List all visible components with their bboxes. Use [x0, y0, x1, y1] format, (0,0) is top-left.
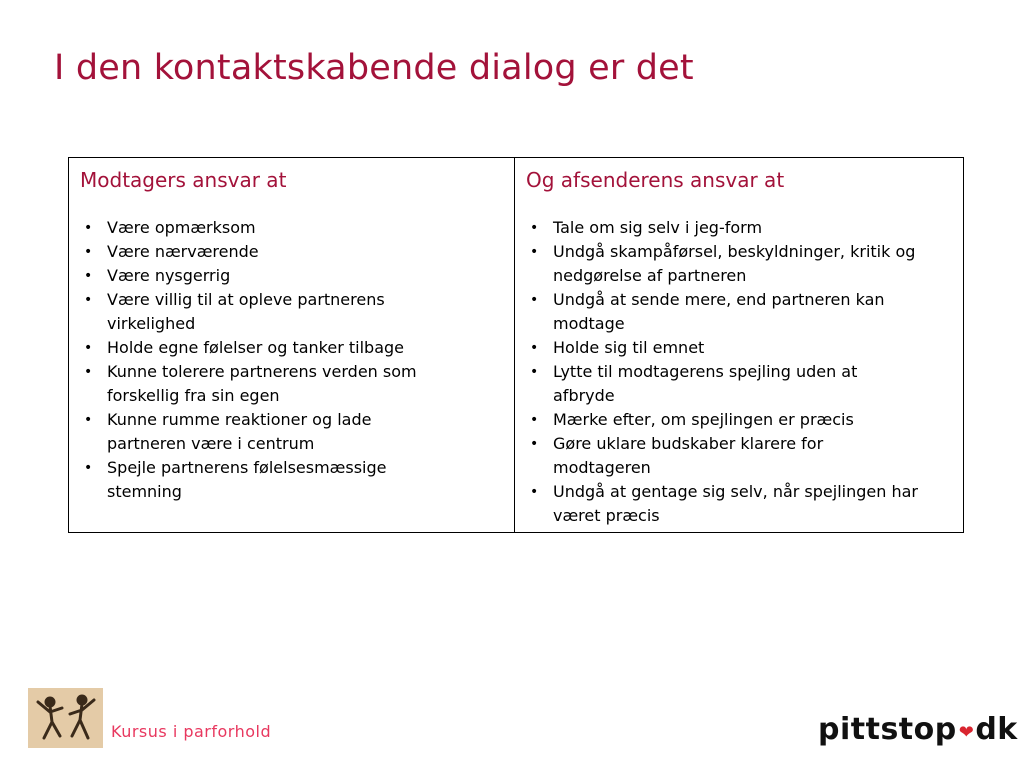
list-item: • Tale om sig selv i jeg-form: [526, 216, 953, 240]
list-item: • Spejle partnerens følelsesmæssige stemning: [80, 456, 447, 504]
responsibility-table: [68, 157, 964, 533]
list-item: • Være nærværende: [80, 240, 504, 264]
list-item: • Lytte til modtagerens spejling uden at afbryde: [526, 360, 913, 408]
pittstop-logo: [818, 712, 1018, 747]
sender-list: [526, 216, 953, 528]
sender-column: [514, 158, 963, 532]
list-item: • Undgå at gentage sig selv, når spejlingen har været præcis: [526, 480, 943, 528]
list-item: • Kunne tolerere partnerens verden som forskellig fra sin egen: [80, 360, 467, 408]
list-item: • Mærke efter, om spejlingen er præcis: [526, 408, 953, 432]
list-item: • Være nysgerrig: [80, 264, 504, 288]
list-item: • Gøre uklare budskaber klarere for modtageren: [526, 432, 883, 480]
list-item: • Undgå skampåførsel, beskyldninger, kritik og nedgørelse af partneren: [526, 240, 953, 288]
logo-text-right: dk: [975, 712, 1018, 747]
list-item: • Være villig til at opleve partnerens virkelighed: [80, 288, 437, 336]
receiver-list: [80, 216, 504, 504]
heart-icon: ❤: [958, 722, 975, 743]
list-item: • Være opmærksom: [80, 216, 504, 240]
course-label: Kursus i parforhold: [111, 722, 272, 741]
list-item: • Kunne rumme reaktioner og lade partneren være i centrum: [80, 408, 407, 456]
list-item: • Undgå at sende mere, end partneren kan modtage: [526, 288, 938, 336]
logo-text-left: pittstop: [818, 712, 957, 747]
list-item: • Holde egne følelser og tanker tilbage: [80, 336, 504, 360]
dancing-figures-icon: [28, 688, 103, 748]
receiver-heading: Modtagers ansvar at: [80, 168, 287, 192]
list-item: • Holde sig til emnet: [526, 336, 953, 360]
slide-title: I den kontaktskabende dialog er det: [54, 48, 694, 88]
sender-heading: Og afsenderens ansvar at: [526, 168, 785, 192]
receiver-column: [69, 158, 514, 532]
